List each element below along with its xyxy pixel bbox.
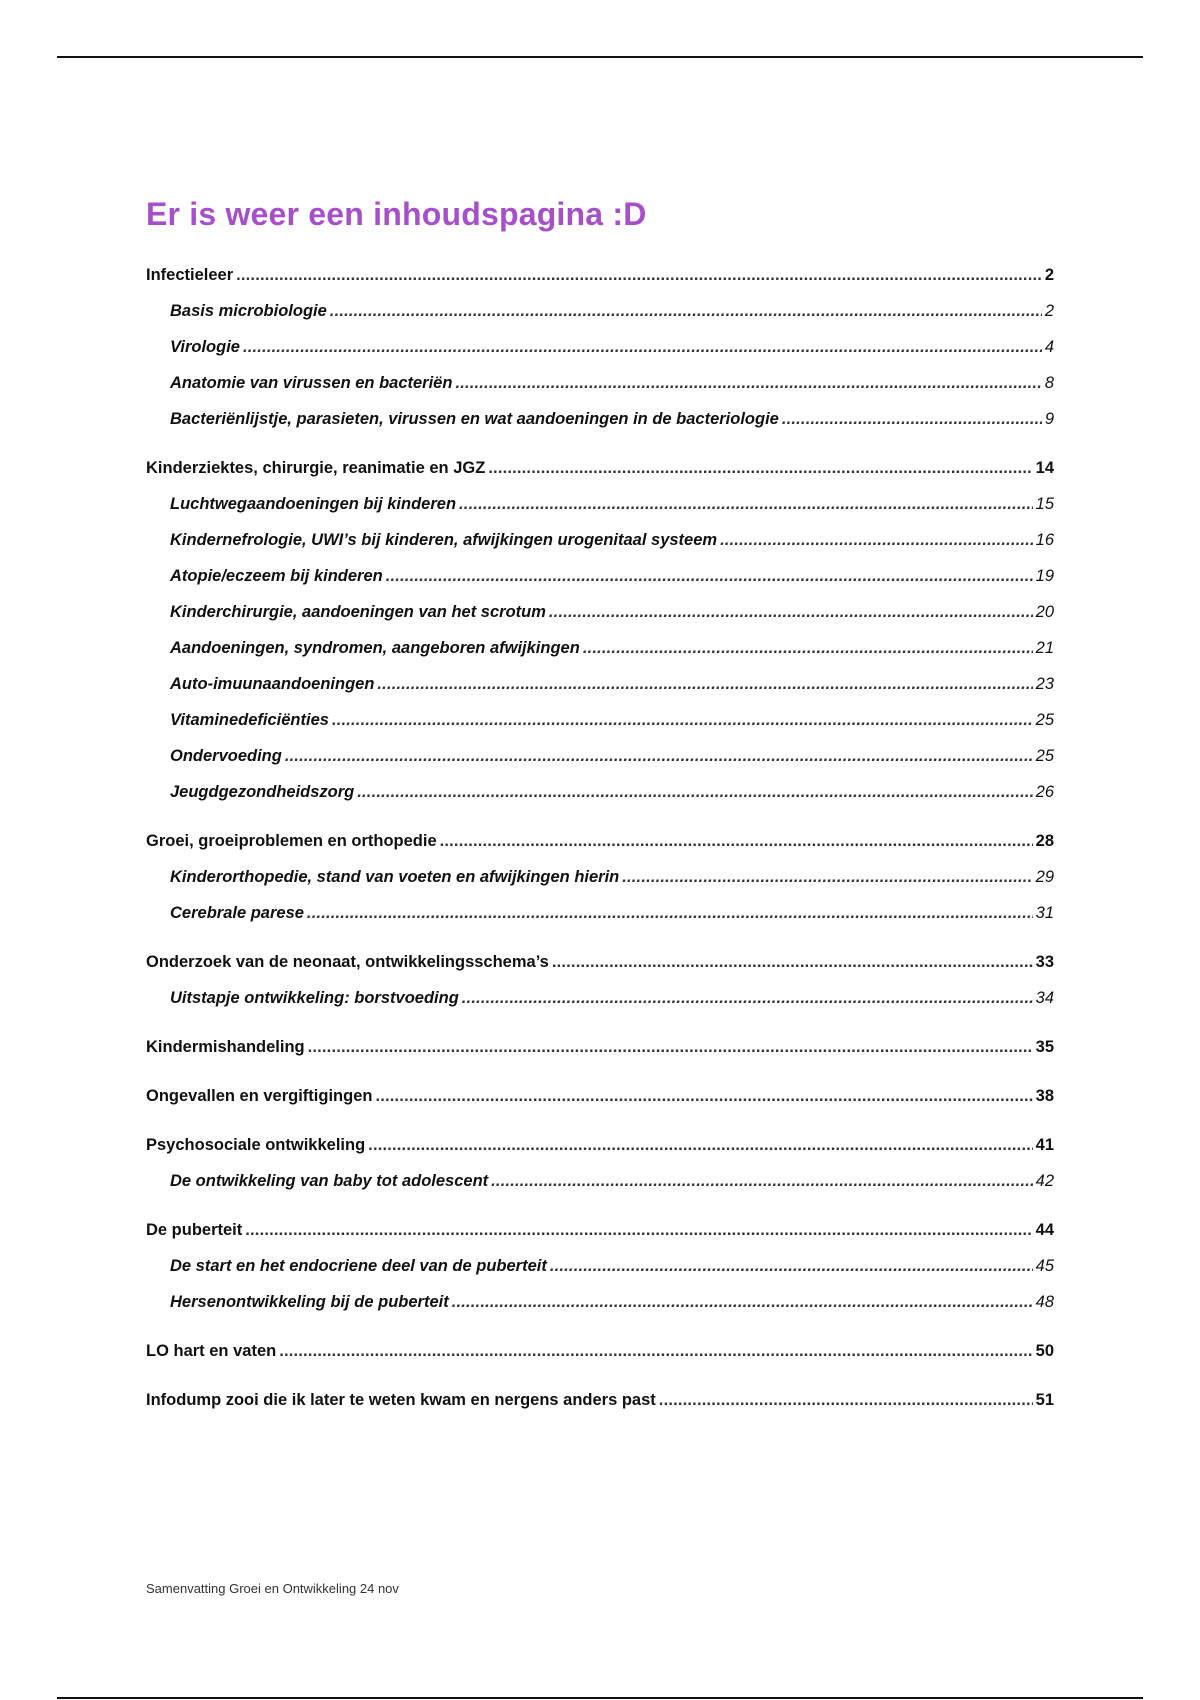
toc-entry-page-number: 23 [1035,675,1054,693]
toc-entry-page-number: 21 [1035,639,1054,657]
toc-entry-page-number: 19 [1035,567,1054,585]
toc-entry-title: Bacteriënlijstje, parasieten, virussen en wat aandoeningen in de bacteriologie [170,410,779,428]
footer-rule [57,1697,1143,1699]
toc-entry-title: Kinderchirurgie, aandoeningen van het scrotum [170,603,546,621]
toc-entry-page-number: 26 [1035,783,1054,801]
page-title: Er is weer een inhoudspagina :D [146,196,647,232]
dot-leader [375,1087,1032,1106]
toc-entry-title: Kinderziektes, chirurgie, reanimatie en JGZ [146,459,486,477]
toc-entry-page-number: 20 [1035,603,1054,621]
toc-section[interactable] [146,374,1054,410]
toc-entry-page-number: 33 [1035,953,1054,971]
toc-chapter[interactable] [146,266,1054,302]
dot-leader [440,832,1033,851]
dot-leader [552,953,1033,972]
toc-entry-title: Onderzoek van de neonaat, ontwikkelingsschema’s [146,953,549,971]
dot-leader [583,639,1033,658]
toc-entry-title: Uitstapje ontwikkeling: borstvoeding [170,989,459,1007]
toc-entry-page-number: 41 [1035,1136,1054,1154]
toc-entry-title: De start en het endocriene deel van de puberteit [170,1257,547,1275]
toc-entry-title: Infectieleer [146,266,234,284]
toc-entry-title: Atopie/eczeem bij kinderen [170,567,383,585]
toc-section[interactable] [146,711,1054,747]
dot-leader [245,1221,1032,1240]
toc-entry-title: Auto-imuunaandoeningen [170,675,375,693]
dot-leader [308,1038,1033,1057]
toc-entry-page-number: 48 [1035,1293,1054,1311]
toc-entry-title: Ongevallen en vergiftigingen [146,1087,373,1105]
toc-entry-title: Kindermishandeling [146,1038,305,1056]
toc-entry-title: Aandoeningen, syndromen, aangeboren afwijkingen [170,639,580,657]
toc-entry-title: Luchtwegaandoeningen bij kinderen [170,495,457,513]
toc-section[interactable] [146,531,1054,567]
toc-entry-page-number: 14 [1035,459,1054,477]
dot-leader [550,1257,1033,1276]
toc-entry-page-number: 8 [1044,374,1054,392]
toc-section[interactable] [146,1293,1054,1329]
toc-section[interactable] [146,675,1054,711]
toc-section[interactable] [146,989,1054,1025]
toc-entry-page-number: 28 [1035,832,1054,850]
dot-leader [491,1172,1032,1191]
toc-entry-title: Ondervoeding [170,747,282,765]
dot-leader [452,1293,1033,1312]
toc-chapter[interactable] [146,1391,1054,1427]
dot-leader [720,531,1033,550]
toc-entry-title: LO hart en vaten [146,1342,277,1360]
dot-leader [549,603,1033,622]
toc-entry-title: Jeugdgezondheidszorg [170,783,355,801]
toc-chapter[interactable] [146,1342,1054,1378]
toc-entry-title: De ontwikkeling van baby tot adolescent [170,1172,489,1190]
dot-leader [386,567,1033,586]
dot-leader [357,783,1032,802]
header-rule [57,56,1143,58]
toc-entry-page-number: 35 [1035,1038,1054,1056]
toc-entry-page-number: 45 [1035,1257,1054,1275]
toc-entry-page-number: 25 [1035,747,1054,765]
toc-section[interactable] [146,495,1054,531]
dot-leader [330,302,1042,321]
dot-leader [488,459,1032,478]
toc-section[interactable] [146,567,1054,603]
toc-chapter[interactable] [146,1221,1054,1257]
toc-entry-title: Anatomie van virussen en bacteriën [170,374,453,392]
toc-section[interactable] [146,1172,1054,1208]
toc-chapter[interactable] [146,1087,1054,1123]
toc-chapter[interactable] [146,832,1054,868]
toc-entry-page-number: 9 [1044,410,1054,428]
toc-entry-page-number: 44 [1035,1221,1054,1239]
toc-section[interactable] [146,338,1054,374]
dot-leader [243,338,1042,357]
page-footer: Samenvatting Groei en Ontwikkeling 24 nov [146,1581,399,1596]
toc-entry-title: Infodump zooi die ik later te weten kwam en nergens anders past [146,1391,656,1409]
dot-leader [782,410,1042,429]
dot-leader [622,868,1032,887]
toc-entry-page-number: 2 [1044,302,1054,320]
toc-section[interactable] [146,639,1054,675]
toc-entry-page-number: 38 [1035,1087,1054,1105]
toc-entry-title: Virologie [170,338,240,356]
toc-entry-page-number: 50 [1035,1342,1054,1360]
toc-entry-title: Kinderorthopedie, stand van voeten en afwijkingen hierin [170,868,620,886]
dot-leader [462,989,1033,1008]
dot-leader [377,675,1032,694]
toc-section[interactable] [146,904,1054,940]
toc-entry-page-number: 15 [1035,495,1054,513]
toc-chapter[interactable] [146,1038,1054,1074]
toc-entry-title: Psychosociale ontwikkeling [146,1136,366,1154]
dot-leader [307,904,1033,923]
toc-section[interactable] [146,302,1054,338]
dot-leader [659,1391,1033,1410]
toc-entry-title: Basis microbiologie [170,302,327,320]
toc-chapter[interactable] [146,459,1054,495]
dot-leader [236,266,1042,285]
toc-entry-page-number: 42 [1035,1172,1054,1190]
toc-entry-title: De puberteit [146,1221,243,1239]
toc-entry-page-number: 16 [1035,531,1054,549]
toc-entry-page-number: 31 [1035,904,1054,922]
toc-entry-title: Kindernefrologie, UWI’s bij kinderen, afwijkingen urogenitaal systeem [170,531,718,549]
toc-chapter[interactable] [146,1136,1054,1172]
dot-leader [285,747,1033,766]
toc-entry-page-number: 2 [1044,266,1054,284]
dot-leader [279,1342,1032,1361]
table-of-contents [146,266,1054,1427]
toc-entry-title: Hersenontwikkeling bij de puberteit [170,1293,449,1311]
dot-leader [459,495,1033,514]
dot-leader [332,711,1033,730]
toc-chapter[interactable] [146,953,1054,989]
toc-section[interactable] [146,603,1054,639]
dot-leader [368,1136,1032,1155]
toc-entry-page-number: 25 [1035,711,1054,729]
toc-entry-page-number: 34 [1035,989,1054,1007]
toc-entry-title: Vitaminedeficiënties [170,711,329,729]
dot-leader [455,374,1041,393]
toc-entry-page-number: 29 [1035,868,1054,886]
toc-section[interactable] [146,783,1054,819]
toc-entry-page-number: 51 [1035,1391,1054,1409]
toc-entry-title: Groei, groeiproblemen en orthopedie [146,832,437,850]
toc-section[interactable] [146,1257,1054,1293]
toc-section[interactable] [146,868,1054,904]
toc-entry-title: Cerebrale parese [170,904,304,922]
toc-entry-page-number: 4 [1044,338,1054,356]
toc-section[interactable] [146,747,1054,783]
toc-section[interactable] [146,410,1054,446]
